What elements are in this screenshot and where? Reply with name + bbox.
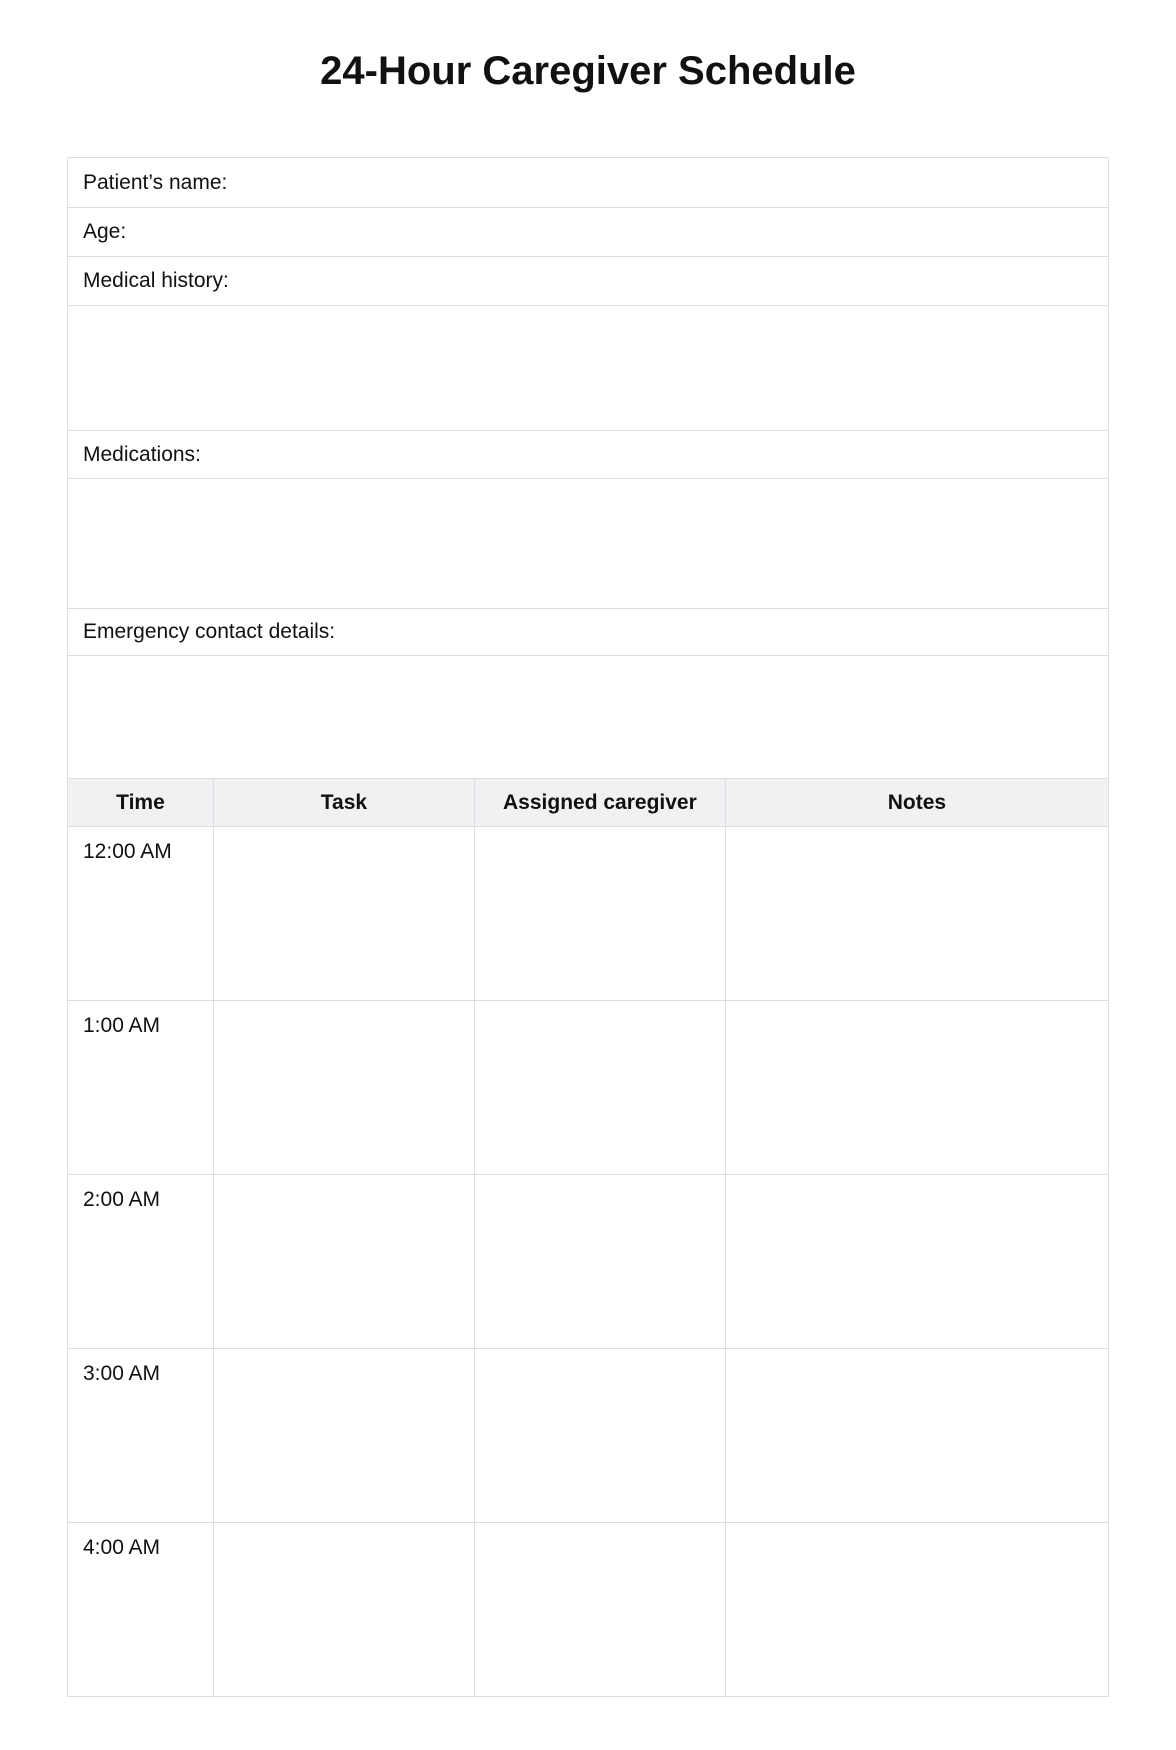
assigned-caregiver-cell[interactable] (474, 1175, 725, 1349)
assigned-caregiver-cell[interactable] (474, 1001, 725, 1175)
notes-cell[interactable] (725, 827, 1108, 1001)
medications-label: Medications: (83, 442, 201, 466)
task-cell[interactable] (213, 1175, 474, 1349)
medications-input-box[interactable] (68, 479, 1108, 609)
schedule-table (67, 779, 1109, 1697)
time-cell: 2:00 AM (68, 1175, 214, 1349)
task-cell[interactable] (213, 1349, 474, 1523)
assigned-caregiver-cell[interactable] (474, 1349, 725, 1523)
schedule-row (68, 1349, 1109, 1523)
schedule-row (68, 1001, 1109, 1175)
notes-cell[interactable] (725, 1001, 1108, 1175)
schedule-row (68, 1175, 1109, 1349)
medications-row (68, 431, 1108, 479)
page-title: 24-Hour Caregiver Schedule (320, 49, 856, 93)
notes-cell[interactable] (725, 1349, 1108, 1523)
patient-name-label: Patient’s name: (83, 170, 228, 194)
column-header-time: Time (68, 779, 214, 827)
patient-info-section (67, 157, 1109, 779)
time-cell: 1:00 AM (68, 1001, 214, 1175)
schedule-row (68, 827, 1109, 1001)
column-header-assigned-caregiver: Assigned caregiver (474, 779, 725, 827)
medical-history-row (68, 257, 1108, 306)
time-cell: 3:00 AM (68, 1349, 214, 1523)
task-cell[interactable] (213, 1001, 474, 1175)
assigned-caregiver-cell[interactable] (474, 827, 725, 1001)
schedule-header-row (68, 779, 1109, 827)
notes-cell[interactable] (725, 1523, 1108, 1697)
schedule-row (68, 1523, 1109, 1697)
patient-name-row[interactable] (68, 158, 1108, 208)
emergency-contact-row (68, 609, 1108, 656)
column-header-task: Task (213, 779, 474, 827)
medical-history-label: Medical history: (83, 269, 229, 292)
emergency-contact-label: Emergency contact details: (83, 620, 336, 643)
medical-history-input-box[interactable] (68, 306, 1108, 431)
column-header-notes: Notes (725, 779, 1108, 827)
age-label: Age: (83, 220, 127, 243)
task-cell[interactable] (213, 1523, 474, 1697)
emergency-contact-input-box[interactable] (68, 656, 1108, 779)
task-cell[interactable] (213, 827, 474, 1001)
time-cell: 12:00 AM (68, 827, 214, 1001)
age-row[interactable] (68, 208, 1108, 257)
assigned-caregiver-cell[interactable] (474, 1523, 725, 1697)
time-cell: 4:00 AM (68, 1523, 214, 1697)
bottom-margin (67, 1697, 1109, 1750)
notes-cell[interactable] (725, 1175, 1108, 1349)
